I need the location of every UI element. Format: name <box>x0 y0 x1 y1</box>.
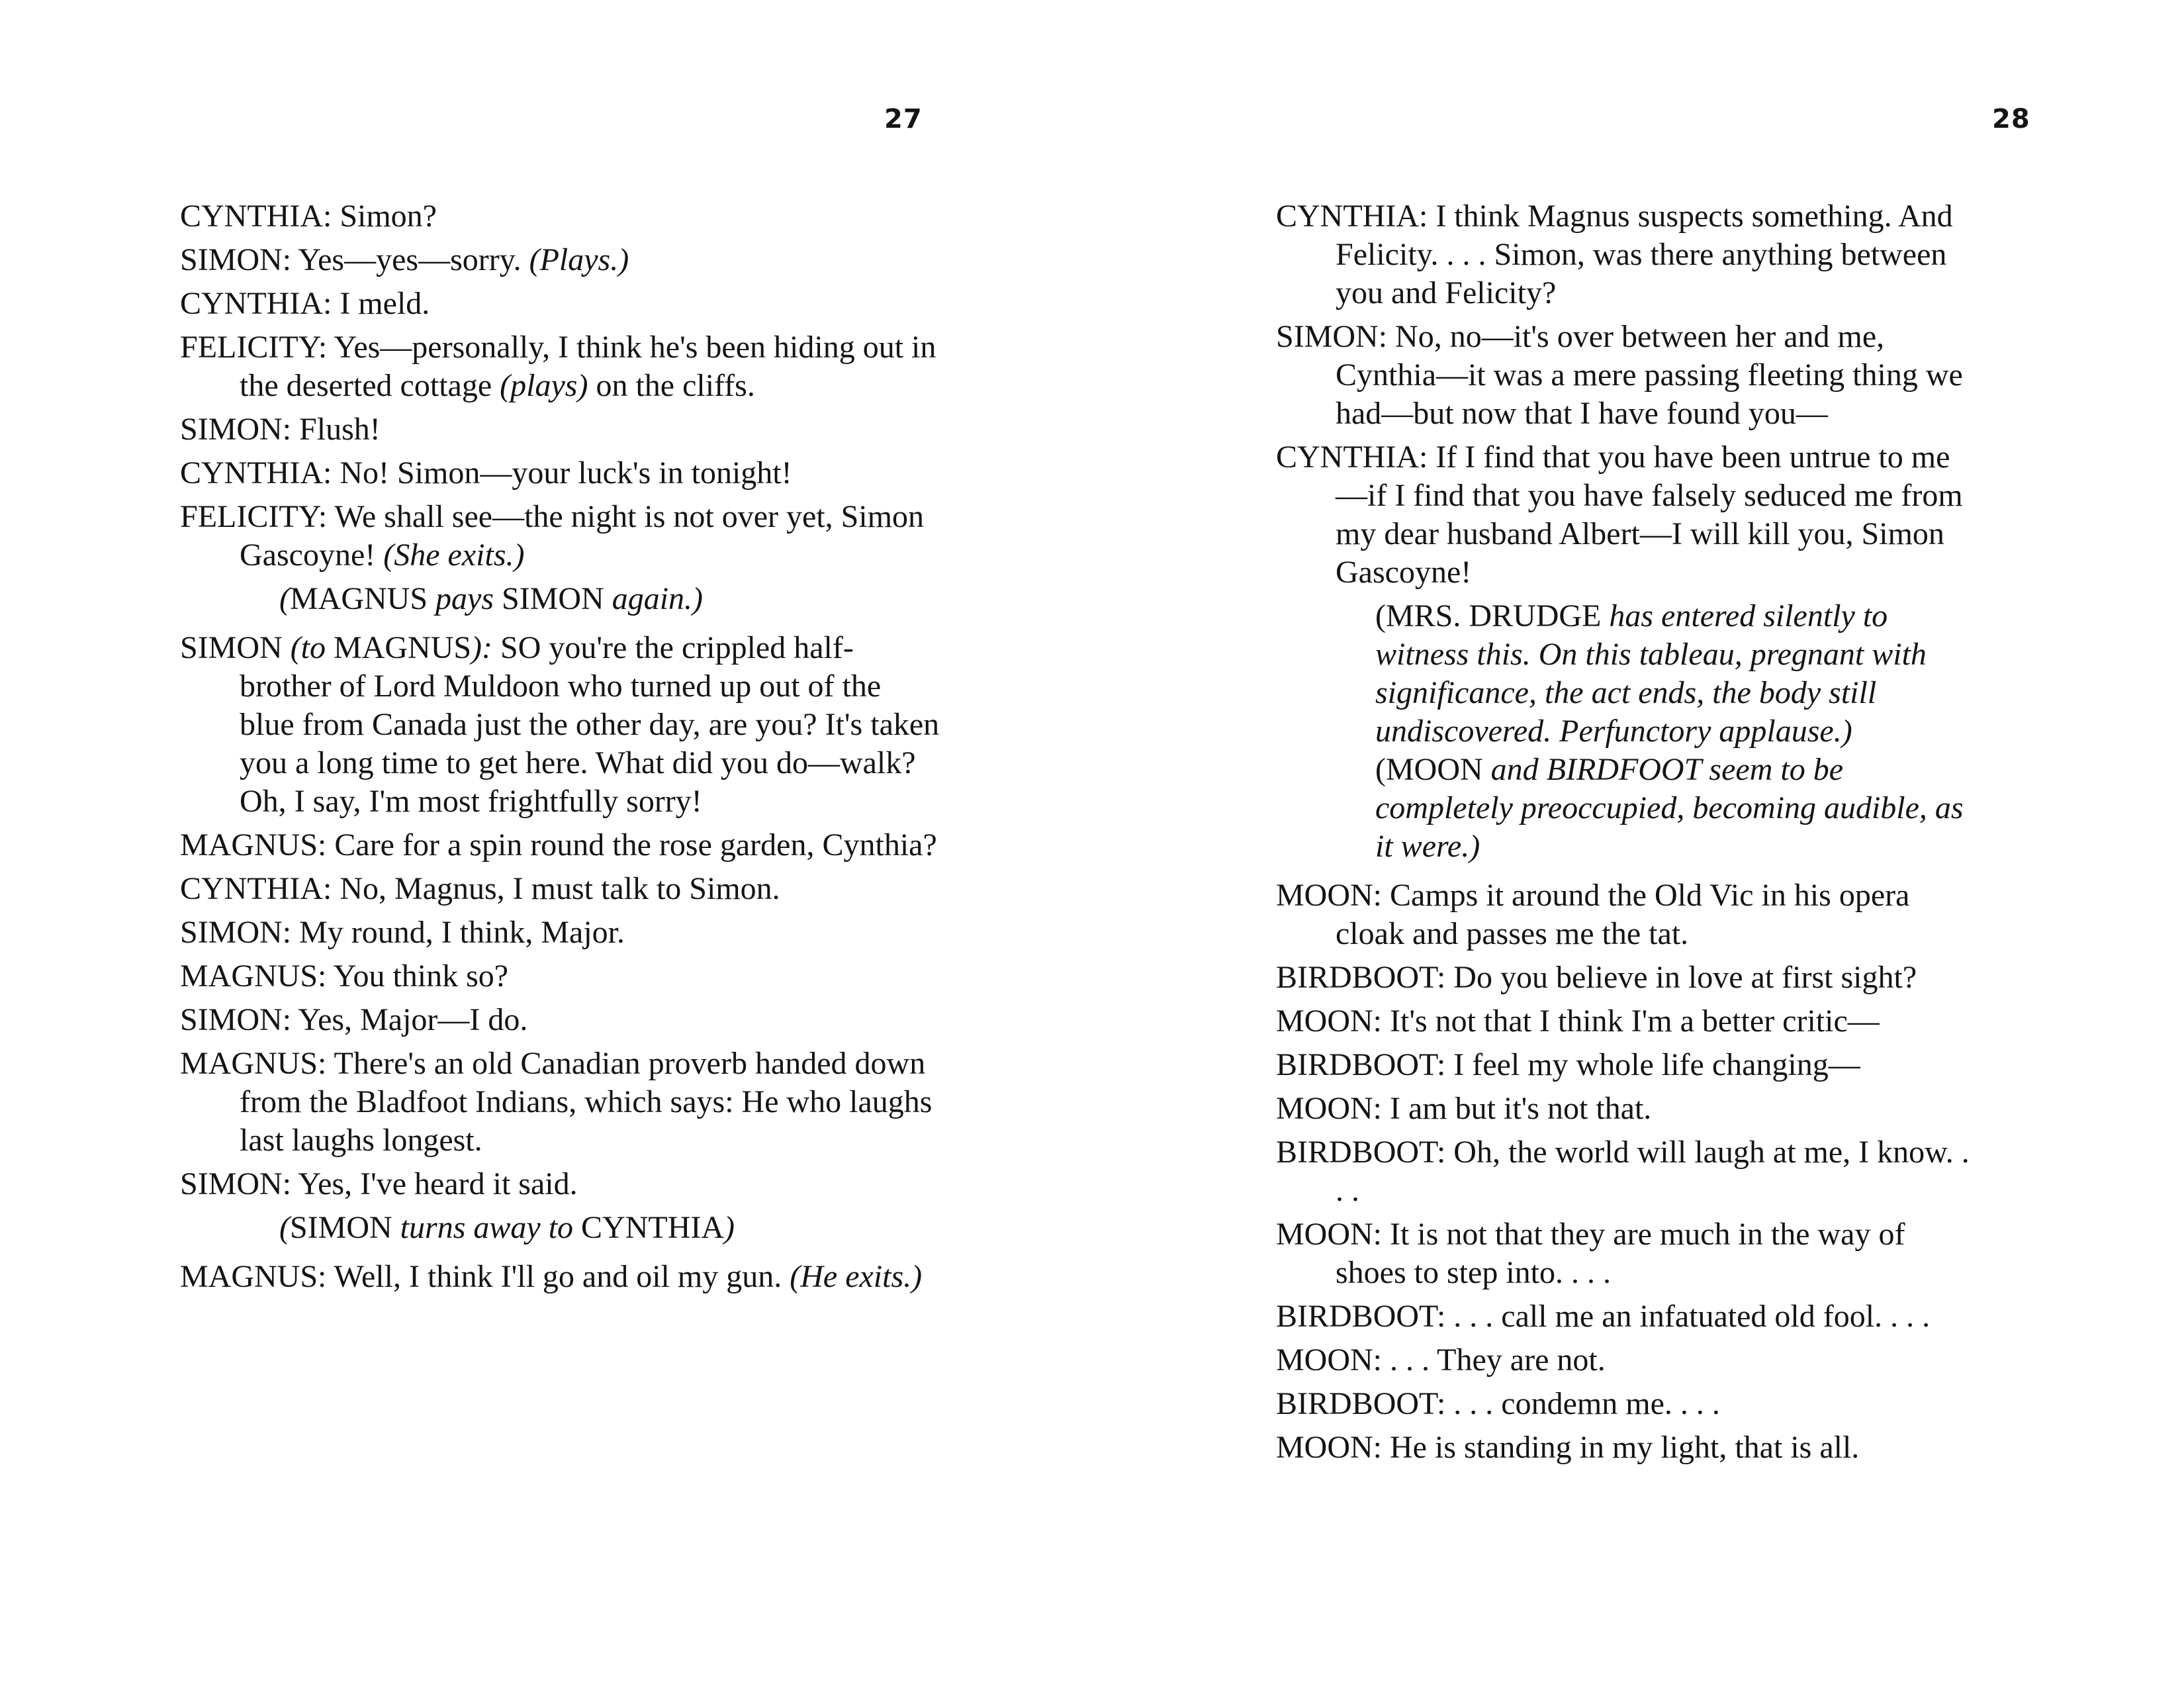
speaker-name: CYNTHIA: <box>1276 199 1428 234</box>
speaker-name: SIMON: <box>1276 319 1388 354</box>
dialogue-line <box>180 1001 941 1039</box>
line-text: SO you're the crippled half-brother of Lord Muldoon who turned up out of the blue from Canada just the other day, are you? It's taken you a long time to get here. What did you do—walk? Oh, I say, I'm most frightfully sorry! <box>240 630 940 819</box>
dialogue-line <box>1276 1385 1978 1423</box>
dialogue-line <box>1276 197 1978 312</box>
speaker-name: BIRDBOOT: <box>1276 1047 1446 1082</box>
speaker-name: CYNTHIA: <box>180 871 332 906</box>
speaker-name: FELICITY: <box>180 499 328 534</box>
line-text: I think Magnus suspects something. And Felicity. . . . Simon, was there anything between you and Felicity? <box>1336 199 1953 310</box>
dialogue-line <box>180 285 941 323</box>
speaker-name: SIMON: <box>180 242 292 277</box>
character-name: SIMON <box>289 1210 392 1245</box>
line-text: He is standing in my light, that is all. <box>1390 1430 1860 1465</box>
line-text: I feel my whole life changing— <box>1453 1047 1860 1082</box>
dialogue-line <box>180 957 941 996</box>
speaker-name: MOON: <box>1276 1091 1383 1126</box>
dialogue-line <box>1276 1297 1978 1336</box>
speaker-name: MAGNUS: <box>180 1046 327 1081</box>
stage-direction-block: (MRS. DRUDGE has entered silently to witness this. On this tableau, pregnant with significance, the act ends, the body still undiscovered. Perfunctory applause.) (MOON and BIRDFOOT seem to be completely preoccupied, becoming audible, as it were.) <box>1375 598 1964 864</box>
line-text: Camps it around the Old Vic in his opera cloak and passes me the tat. <box>1336 878 1910 951</box>
stage-direction: ): <box>471 630 493 665</box>
line-text: You think so? <box>333 959 509 994</box>
stage-direction-block: (MAGNUS pays SIMON again.) <box>279 581 704 616</box>
line-text: There's an old Canadian proverb handed down from the Bladfoot Indians, which says: He who laughs last laughs longest. <box>240 1046 933 1158</box>
page-number: 27 <box>884 104 923 134</box>
line-text: No! Simon—your luck's in tonight! <box>340 455 792 491</box>
character-name: MAGNUS <box>289 581 428 616</box>
dialogue-line <box>1276 876 1978 953</box>
speaker-name: MAGNUS: <box>180 959 327 994</box>
speaker-name: MOON: <box>1276 1430 1383 1465</box>
page-number: 28 <box>1992 104 2030 134</box>
line-text: . . . call me an infatuated old fool. . . . <box>1453 1299 1931 1334</box>
dialogue-line <box>1276 438 1978 592</box>
script-text <box>180 197 941 1301</box>
line-text: No, no—it's over between her and me, Cynthia—it was a mere passing fleeting thing we had—but now that I have found you— <box>1336 319 1963 431</box>
speaker-name: SIMON: <box>180 1002 292 1037</box>
stage-direction: (Plays.) <box>529 242 629 277</box>
script-text <box>1276 197 1978 1472</box>
dialogue-line <box>180 1165 941 1203</box>
speaker-name: MOON: <box>1276 1217 1383 1252</box>
dialogue-line <box>1276 318 1978 433</box>
speaker-name: MOON: <box>1276 1004 1383 1039</box>
speaker-name: CYNTHIA: <box>1276 440 1428 475</box>
dialogue-line <box>180 1045 941 1160</box>
speaker-name: CYNTHIA: <box>180 455 332 491</box>
speaker-name: MOON: <box>1276 1342 1383 1378</box>
speaker-name: MAGNUS: <box>180 827 327 863</box>
line-text: Do you believe in love at first sight? <box>1453 960 1917 995</box>
character-name: MAGNUS <box>334 630 472 665</box>
dialogue-line <box>1276 959 1978 997</box>
line-text: I am but it's not that. <box>1390 1091 1652 1126</box>
character-name: CYNTHIA <box>581 1210 725 1245</box>
line-text: Simon? <box>340 199 437 234</box>
line-text: It's not that I think I'm a better critic— <box>1390 1004 1880 1039</box>
dialogue-line <box>180 241 941 279</box>
line-text: Care for a spin round the rose garden, Cynthia? <box>334 827 937 863</box>
right-page <box>1092 0 2184 1688</box>
dialogue-line <box>1276 1341 1978 1380</box>
dialogue-line <box>1276 1090 1978 1128</box>
speaker-name: SIMON: <box>180 915 292 950</box>
speaker-name: FELICITY: <box>180 330 328 365</box>
speaker-name: CYNTHIA: <box>180 199 332 234</box>
line-text: Well, I think I'll go and oil my gun. <box>334 1259 782 1294</box>
dialogue-line <box>1276 1215 1978 1292</box>
speaker-name: CYNTHIA: <box>180 286 332 321</box>
speaker-name: SIMON: <box>180 412 292 447</box>
stage-direction-block: (SIMON turns away to CYNTHIA) <box>279 1210 735 1245</box>
line-text: Yes, I've heard it said. <box>298 1166 578 1201</box>
line-text: It is not that they are much in the way of shoes to step into. . . . <box>1336 1217 1905 1290</box>
dialogue-line <box>180 629 941 821</box>
line-text: My round, I think, Major. <box>299 915 625 950</box>
line-text: Yes—yes—sorry. <box>298 242 522 277</box>
character-name: MOON <box>1385 752 1483 787</box>
dialogue-line <box>180 870 941 908</box>
line-text: We shall see—the night is not over yet, Simon Gascoyne! <box>240 499 925 573</box>
line-text: . . . condemn me. . . . <box>1453 1386 1720 1421</box>
line-text: Yes, Major—I do. <box>298 1002 528 1037</box>
dialogue-line <box>1276 1133 1978 1210</box>
dialogue-line <box>180 1258 941 1296</box>
dialogue-line <box>180 197 941 236</box>
speaker-name: MAGNUS: <box>180 1259 327 1294</box>
dialogue-line <box>1276 1002 1978 1041</box>
speaker-name: SIMON <box>180 630 283 665</box>
speaker-name: SIMON: <box>180 1166 292 1201</box>
line-text: Flush! <box>299 412 381 447</box>
speaker-name: BIRDBOOT: <box>1276 960 1446 995</box>
stage-direction: (She exits.) <box>383 538 525 573</box>
line-text: I meld. <box>340 286 430 321</box>
speaker-name: BIRDBOOT: <box>1276 1135 1446 1170</box>
character-name: SIMON <box>502 581 604 616</box>
speaker-name: BIRDBOOT: <box>1276 1386 1446 1421</box>
dialogue-line <box>180 498 941 575</box>
line-text: Yes—personally, I think he's been hiding out in the deserted cottage <box>240 330 936 403</box>
character-name: MRS. DRUDGE <box>1385 598 1602 633</box>
dialogue-line <box>180 826 941 865</box>
dialogue-line <box>1276 1046 1978 1084</box>
dialogue-line <box>180 914 941 952</box>
line-text: . . . They are not. <box>1390 1342 1606 1378</box>
dialogue-line <box>180 454 941 492</box>
line-text: Oh, the world will laugh at me, I know. . . . <box>1336 1135 1970 1208</box>
stage-direction: (to <box>290 630 326 665</box>
stage-direction: (He exits.) <box>790 1259 923 1294</box>
dialogue-line <box>1276 1429 1978 1467</box>
line-text: on the cliffs. <box>596 368 755 403</box>
speaker-name: MOON: <box>1276 878 1383 913</box>
line-text: No, Magnus, I must talk to Simon. <box>340 871 780 906</box>
dialogue-line <box>180 410 941 449</box>
dialogue-line <box>180 328 941 405</box>
line-text: If I find that you have been untrue to me—if I find that you have falsely seduced me from my dear husband Albert—I will kill you, Simon Gascoyne! <box>1336 440 1963 590</box>
stage-direction: (plays) <box>500 368 588 403</box>
speaker-name: BIRDBOOT: <box>1276 1299 1446 1334</box>
